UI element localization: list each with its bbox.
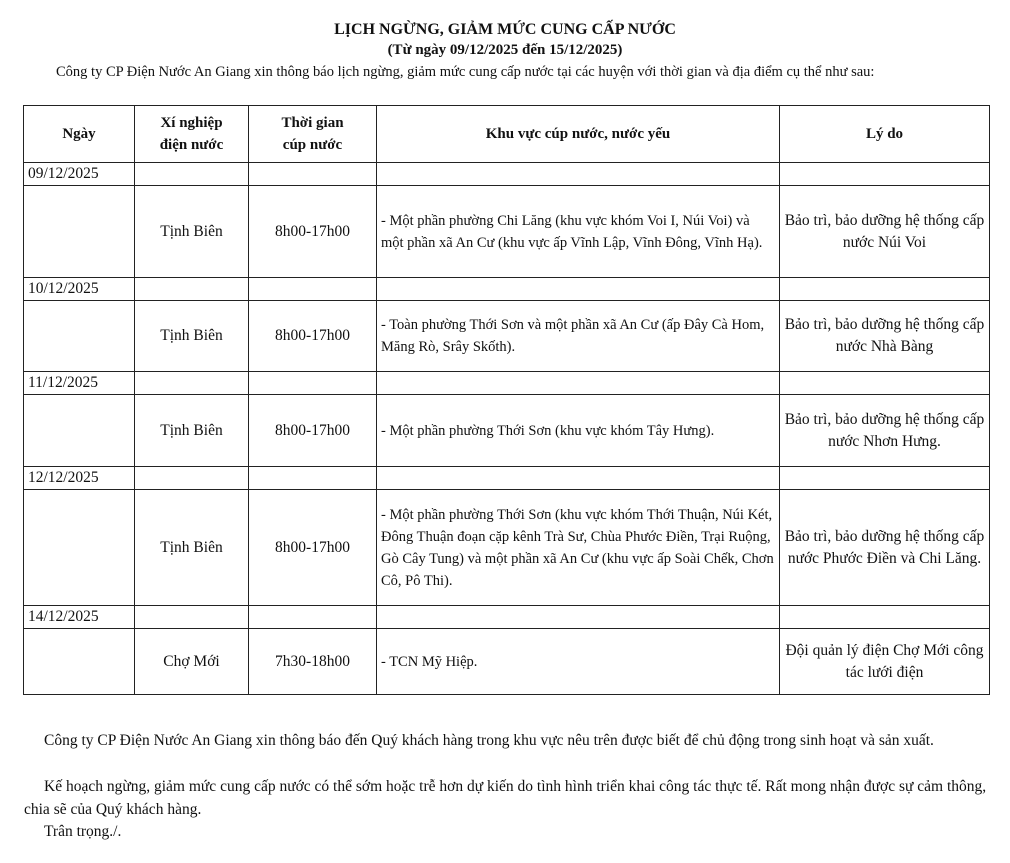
table-date-row [24, 372, 990, 395]
table-date-row [24, 278, 990, 301]
reason-cell: Bảo trì, bảo dưỡng hệ thống cấp nước Phước Điền và Chi Lăng. [780, 490, 990, 606]
table-date-row [24, 163, 990, 186]
table-date-row [24, 606, 990, 629]
date-cell: 12/12/2025 [24, 467, 135, 490]
time-cell: 8h00-17h00 [249, 186, 377, 278]
header-time: Thời gian cúp nước [249, 106, 377, 163]
enterprise-cell: Tịnh Biên [135, 395, 249, 467]
time-cell: 8h00-17h00 [249, 395, 377, 467]
date-cell: 11/12/2025 [24, 372, 135, 395]
intro-paragraph: Công ty CP Điện Nước An Giang xin thông báo lịch ngừng, giảm mức cung cấp nước tại các huyện với thời gian và địa điểm cụ thể như sau: [56, 64, 875, 80]
document-title: LỊCH NGỪNG, GIẢM MỨC CUNG CẤP NƯỚC [334, 21, 676, 38]
table-row [24, 301, 990, 372]
area-cell: - TCN Mỹ Hiệp. [377, 629, 780, 695]
water-outage-schedule-table [23, 105, 990, 695]
table-date-row [24, 467, 990, 490]
table-row [24, 490, 990, 606]
table-row [24, 186, 990, 278]
area-cell: - Một phần phường Chi Lăng (khu vực khóm Voi I, Núi Voi) và một phần xã An Cư (khu vực ấp Vĩnh Lập, Vĩnh Đông, Vĩnh Hạ). [377, 186, 780, 278]
area-cell: - Một phần phường Thới Sơn (khu vực khóm Tây Hưng). [377, 395, 780, 467]
time-cell: 8h00-17h00 [249, 301, 377, 372]
area-cell: - Một phần phường Thới Sơn (khu vực khóm Thới Thuận, Núi Két, Đông Thuận đoạn cặp kênh Trà Sư, Chùa Phước Điền, Trại Ruộng, Gò Cây Tung) và một phần xã An Cư (khu vực ấp Soài Chếk, Chơn Cô, Pô Thi). [377, 490, 780, 606]
enterprise-cell: Tịnh Biên [135, 301, 249, 372]
footer-notice-paragraph: Công ty CP Điện Nước An Giang xin thông báo đến Quý khách hàng trong khu vực nêu trên được biết để chủ động trong sinh hoạt và sản xuất. [44, 732, 934, 749]
footer-closing: Trân trọng./. [44, 823, 122, 840]
header-reason: Lý do [780, 106, 990, 163]
header-date: Ngày [24, 106, 135, 163]
reason-cell: Đội quản lý điện Chợ Mới công tác lưới điện [780, 629, 990, 695]
date-cell: 14/12/2025 [24, 606, 135, 629]
time-cell: 7h30-18h00 [249, 629, 377, 695]
enterprise-cell: Chợ Mới [135, 629, 249, 695]
time-cell: 8h00-17h00 [249, 490, 377, 606]
enterprise-cell: Tịnh Biên [135, 490, 249, 606]
reason-cell: Bảo trì, bảo dưỡng hệ thống cấp nước Núi Voi [780, 186, 990, 278]
table-row [24, 395, 990, 467]
area-cell: - Toàn phường Thới Sơn và một phần xã An Cư (ấp Đây Cà Hom, Măng Rò, Srây Skốth). [377, 301, 780, 372]
date-cell: 10/12/2025 [24, 278, 135, 301]
table-row [24, 629, 990, 695]
table-header-row [24, 106, 990, 163]
reason-cell: Bảo trì, bảo dưỡng hệ thống cấp nước Nhơn Hưng. [780, 395, 990, 467]
header-area: Khu vực cúp nước, nước yếu [377, 106, 780, 163]
reason-cell: Bảo trì, bảo dưỡng hệ thống cấp nước Nhà Bàng [780, 301, 990, 372]
date-cell: 09/12/2025 [24, 163, 135, 186]
footer-plan-paragraph: Kế hoạch ngừng, giảm mức cung cấp nước có thể sớm hoặc trễ hơn dự kiến do tình hình triển khai công tác thực tế. Rất mong nhận được sự cảm thông, chia sẽ của Quý khách hàng. [24, 778, 987, 818]
document-subtitle: (Từ ngày 09/12/2025 đến 15/12/2025) [387, 42, 623, 58]
header-enterprise: Xí nghiệp điện nước [135, 106, 249, 163]
enterprise-cell: Tịnh Biên [135, 186, 249, 278]
